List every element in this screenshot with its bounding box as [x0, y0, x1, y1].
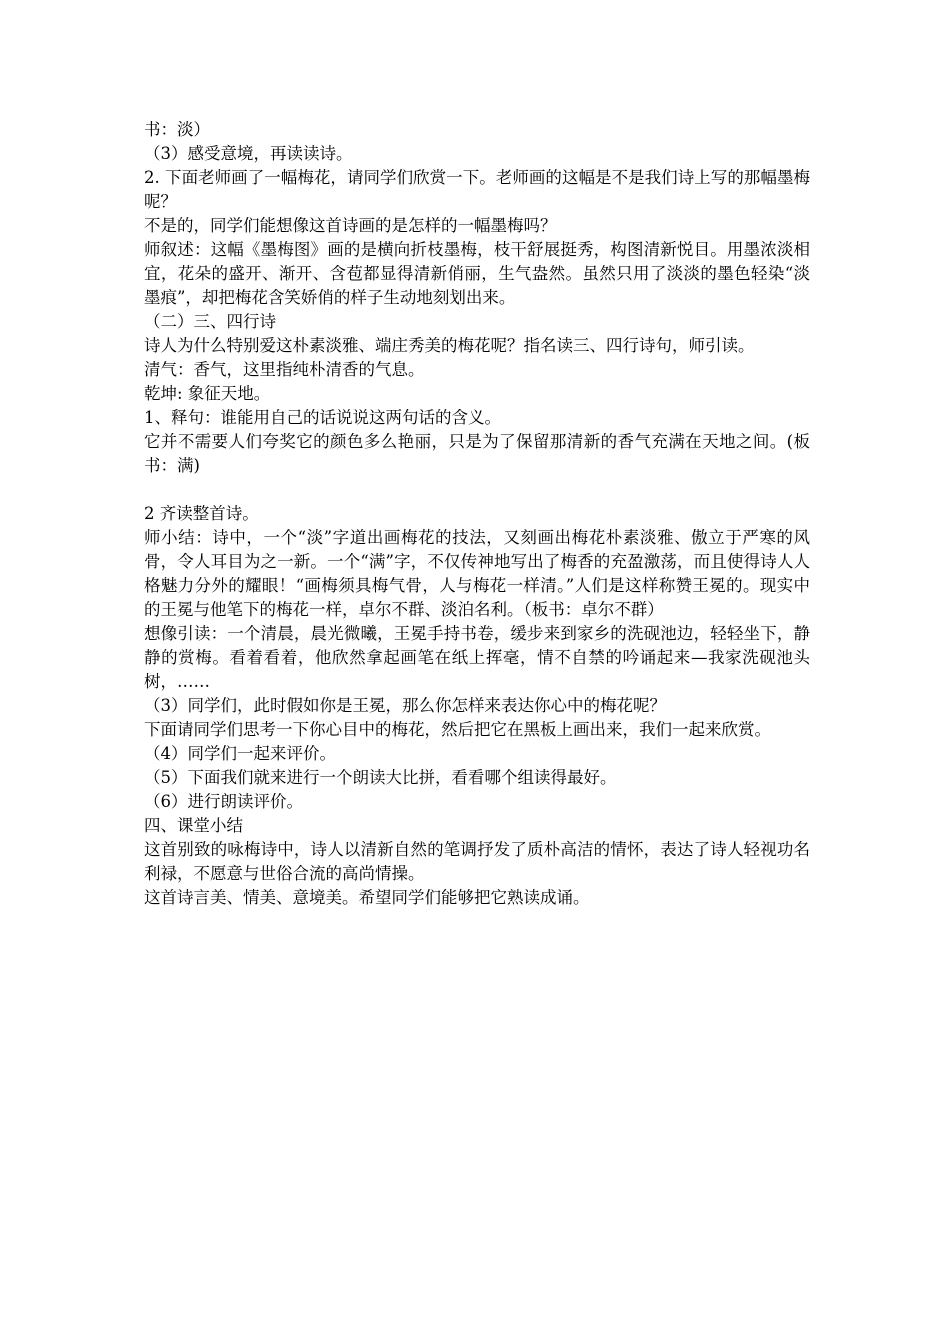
paragraph: （5）下面我们就来进行一个朗读大比拼，看看哪个组读得最好。 — [144, 768, 617, 787]
paragraph: 诗人为什么特别爱这朴素淡雅、端庄秀美的梅花呢？指名读三、四行诗句，师引读。 — [144, 336, 755, 355]
document-body — [144, 118, 810, 910]
paragraph: 2. 下面老师画了一幅梅花，请同学们欣赏一下。老师画的这幅是不是我们诗上写的那幅墨梅呢？ — [144, 168, 810, 211]
paragraph: 2 齐读整首诗。 — [144, 504, 259, 523]
paragraph: （3）感受意境，再读读诗。 — [144, 144, 353, 163]
paragraph: 师叙述：这幅《墨梅图》画的是横向折枝墨梅，枝干舒展挺秀，构图清新悦目。用墨浓淡相宜，花朵的盛开、渐开、含苞都显得清新俏丽，生气盎然。虽然只用了淡淡的墨色轻染“淡墨痕”，却把梅花含笑娇俏的样子生动地刻划出来。 — [144, 240, 810, 307]
paragraph: 下面请同学们思考一下你心目中的梅花，然后把它在黑板上画出来，我们一起来欣赏。 — [144, 720, 771, 739]
paragraph: 想像引读：一个清晨，晨光微曦，王冕手持书卷，缓步来到家乡的洗砚池边，轻轻坐下，静静的赏梅。看着看着，他欣然拿起画笔在纸上挥毫，情不自禁的吟诵起来—我家洗砚池头树，…… — [144, 624, 810, 691]
paragraph: （3）同学们，此时假如你是王冕，那么你怎样来表达你心中的梅花呢？ — [144, 696, 666, 715]
paragraph: 书：淡） — [144, 120, 210, 139]
paragraph: 乾坤: 象征天地。 — [144, 384, 271, 403]
section-heading: 四、课堂小结 — [144, 816, 243, 835]
paragraph: 清气：香气，这里指纯朴清香的气息。 — [144, 360, 425, 379]
paragraph: 不是的，同学们能想像这首诗画的是怎样的一幅墨梅吗？ — [144, 216, 557, 235]
paragraph: 师小结：诗中，一个“淡”字道出画梅花的技法，又刻画出梅花朴素淡雅、傲立于严寒的风骨，令人耳目为之一新。一个“满”字，不仅传神地写出了梅香的充盈激荡，而且使得诗人人格魅力分外的耀眼！“画梅须具梅气骨，人与梅花一样清。”人们是这样称赞王冕的。现实中的王冕与他笔下的梅花一样，卓尔不群、淡泊名利。（板书：卓尔不群） — [144, 528, 810, 619]
paragraph: 这首诗言美、情美、意境美。希望同学们能够把它熟读成诵。 — [144, 888, 590, 907]
section-heading: （二）三、四行诗 — [144, 312, 276, 331]
paragraph: 1、释句：谁能用自己的话说说这两句话的含义。 — [144, 408, 501, 427]
paragraph: （6）进行朗读评价。 — [144, 792, 303, 811]
paragraph: （4）同学们一起来评价。 — [144, 744, 336, 763]
paragraph: 它并不需要人们夸奖它的颜色多么艳丽，只是为了保留那清新的香气充满在天地之间。(板书：满) — [144, 432, 810, 475]
blank-line — [144, 478, 810, 502]
paragraph: 这首别致的咏梅诗中，诗人以清新自然的笔调抒发了质朴高洁的情怀，表达了诗人轻视功名利禄，不愿意与世俗合流的高尚情操。 — [144, 840, 810, 883]
